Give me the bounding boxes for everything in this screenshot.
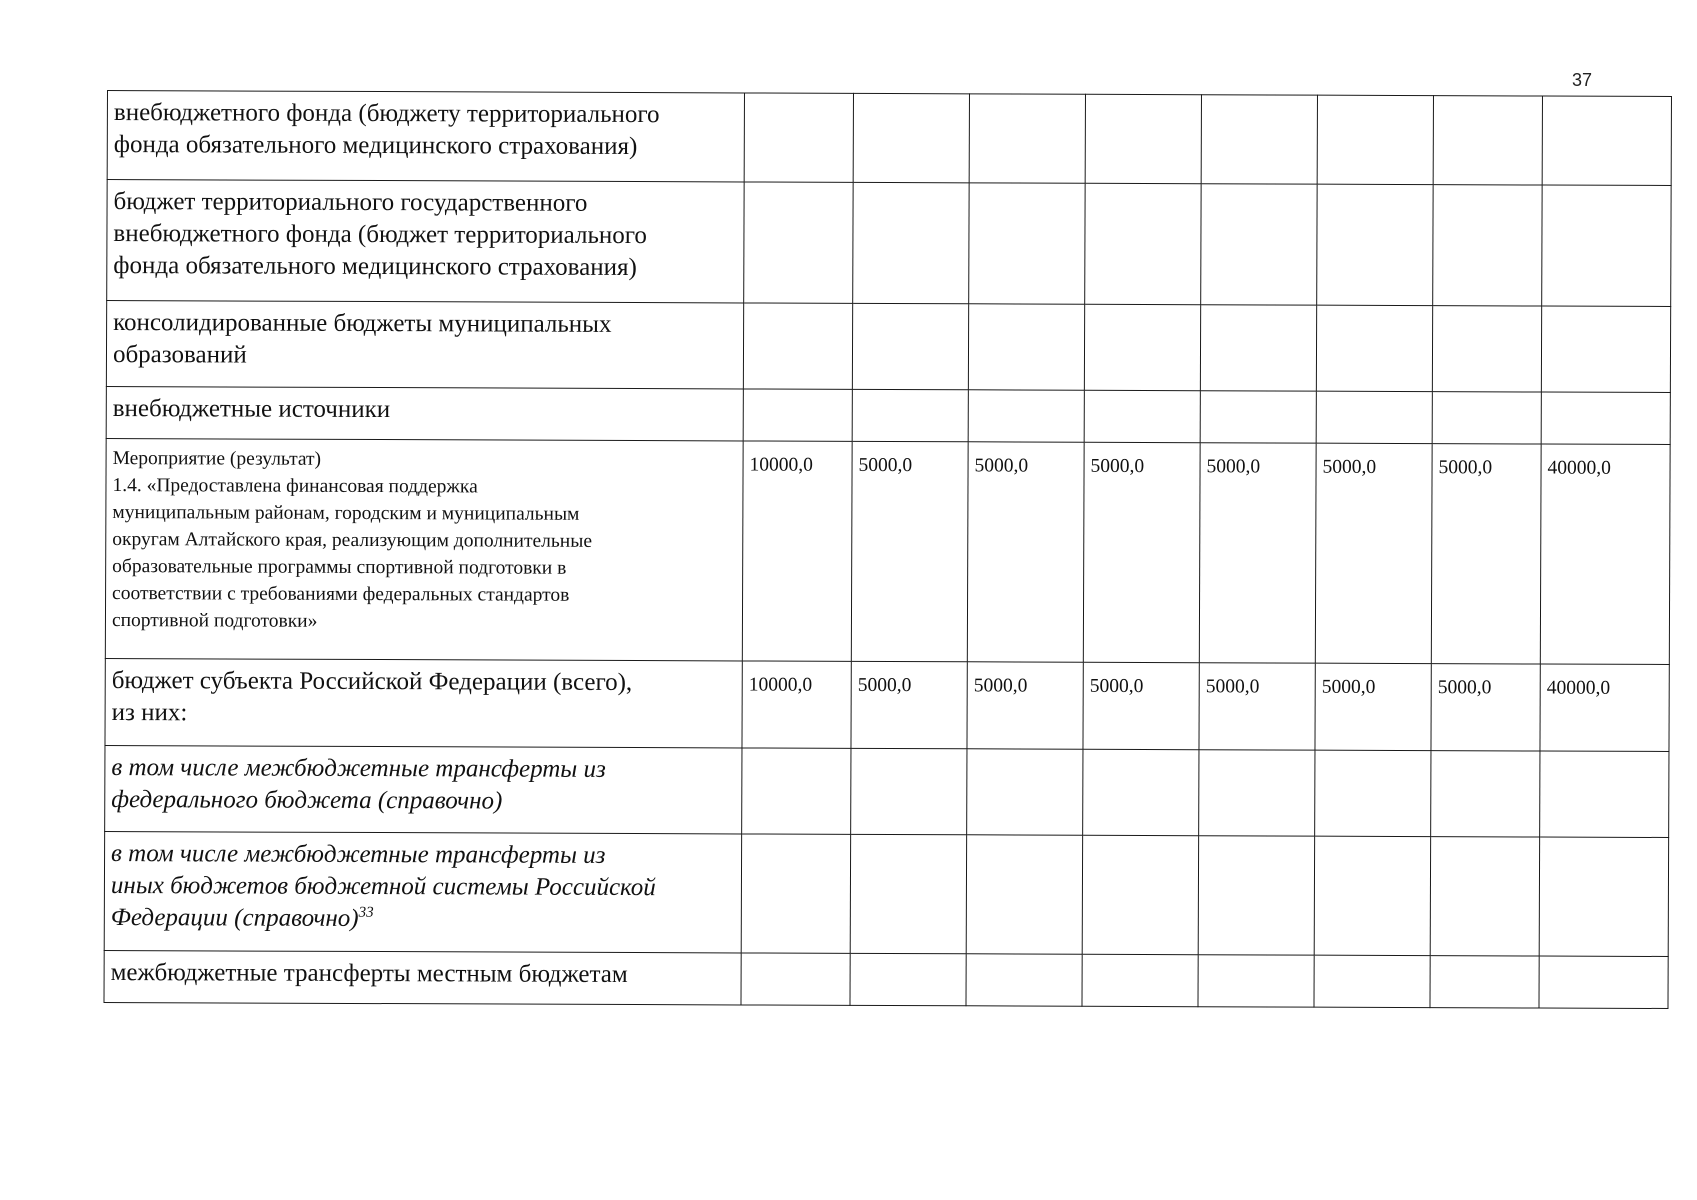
value-cell [1430, 837, 1539, 956]
value-cell [1314, 836, 1430, 955]
row-label-line: внебюджетного фонда (бюджет территориального [113, 220, 647, 250]
row-label-line: иных бюджетов бюджетной системы Российской [110, 872, 656, 902]
row-label-line [111, 902, 735, 936]
value-cell [1085, 183, 1201, 304]
value-cell [968, 390, 1084, 442]
value-cell [1432, 306, 1541, 392]
table-row [106, 386, 1670, 444]
row-label-line: бюджет территориального государственного [113, 188, 588, 217]
value-cell: 5000,0 [1431, 664, 1540, 751]
value-cell [743, 303, 852, 389]
value-cell [1432, 392, 1541, 444]
value-cell [1430, 956, 1539, 1008]
value-cell [853, 182, 969, 303]
row-label-line: федерального бюджета (справочно) [111, 786, 503, 815]
value-cell [744, 93, 853, 182]
value-cell [1082, 835, 1198, 954]
value-cell: 10000,0 [742, 661, 851, 748]
value-cell: 5000,0 [1199, 663, 1315, 750]
value-cell [969, 183, 1085, 304]
value-cell [1085, 94, 1201, 183]
row-label [105, 745, 742, 833]
value-cell: 5000,0 [1315, 663, 1431, 750]
row-label-line: в том числе межбюджетные трансферты из [111, 754, 606, 783]
value-cell: 5000,0 [1199, 443, 1316, 663]
value-cell [851, 748, 967, 834]
row-label-line: фонда обязательного медицинского страхования) [113, 131, 638, 161]
row-label-line: межбюджетные трансферты местным бюджетам [110, 959, 628, 989]
row-label [105, 438, 743, 660]
table-row [104, 831, 1668, 956]
value-cell [852, 303, 968, 389]
value-cell [741, 953, 850, 1005]
value-cell [741, 834, 850, 953]
row-label-line: спортивной подготовки» [111, 610, 318, 632]
row-label-line: фонда обязательного медицинского страхования) [113, 252, 637, 282]
value-cell [1200, 391, 1316, 443]
row-label-line: образований [112, 341, 247, 369]
table-row [105, 745, 1669, 837]
value-cell [1201, 184, 1317, 305]
value-cell [1433, 185, 1542, 306]
value-cell [966, 835, 1082, 954]
table-row [106, 301, 1670, 393]
value-cell [1317, 95, 1433, 184]
row-label [107, 91, 744, 182]
value-cell [1201, 95, 1317, 184]
row-label-line: из них: [111, 699, 188, 727]
value-cell [968, 304, 1084, 390]
value-cell [1541, 306, 1670, 392]
value-cell [1084, 304, 1200, 390]
value-cell [1083, 749, 1199, 835]
value-cell [966, 954, 1082, 1006]
row-label-line: 1.4. «Предоставлена финансовая поддержка [112, 475, 478, 498]
value-cell: 5000,0 [967, 662, 1083, 749]
value-cell [1542, 96, 1671, 185]
value-cell [744, 182, 853, 303]
row-label [106, 301, 743, 389]
value-cell: 5000,0 [851, 661, 967, 748]
value-cell [1542, 185, 1671, 306]
value-cell [1082, 954, 1198, 1006]
table-row [107, 91, 1671, 186]
value-cell [742, 748, 851, 834]
value-cell [1540, 751, 1669, 837]
value-cell: 10000,0 [742, 441, 852, 661]
row-label-line: внебюджетного фонда (бюджету территориального [113, 99, 660, 129]
page-number: 37 [1572, 70, 1593, 90]
row-label-text: Федерации (справочно) [110, 904, 359, 932]
value-cell [1433, 96, 1542, 185]
row-label [107, 180, 744, 303]
value-cell [1539, 837, 1668, 956]
value-cell [1539, 956, 1668, 1008]
row-label [105, 658, 742, 747]
row-label [106, 386, 743, 440]
value-cell [852, 389, 968, 441]
footnote-marker: 33 [358, 904, 374, 921]
value-cell [1199, 750, 1315, 836]
budget-table [103, 90, 1671, 1009]
value-cell [850, 834, 966, 953]
value-cell [1198, 955, 1314, 1007]
value-cell [1198, 836, 1314, 955]
value-cell [1317, 184, 1433, 305]
row-label-line: консолидированные бюджеты муниципальных [113, 309, 612, 338]
value-cell [1084, 390, 1200, 442]
value-cell: 5000,0 [851, 441, 968, 661]
table-row [105, 658, 1669, 751]
row-label-line: округам Алтайского края, реализующим дополнительные [112, 529, 593, 552]
value-cell [1431, 751, 1540, 837]
value-cell: 5000,0 [1315, 443, 1432, 663]
row-label-line: Мероприятие (результат) [112, 448, 322, 470]
value-cell [850, 953, 966, 1005]
value-cell: 5000,0 [1083, 442, 1200, 662]
value-cell [969, 94, 1085, 183]
row-label-line: образовательные программы спортивной подготовки в [112, 556, 567, 579]
value-cell: 5000,0 [1083, 662, 1199, 749]
row-label [104, 831, 741, 952]
value-cell [743, 389, 852, 441]
table-row [105, 438, 1670, 664]
row-label-line: внебюджетные источники [112, 395, 391, 424]
row-label-line: бюджет субъекта Российской Федерации (всего), [111, 667, 633, 697]
row-label-line: муниципальным районам, городским и муниципальным [112, 502, 580, 525]
value-cell [1314, 955, 1430, 1007]
value-cell: 40000,0 [1540, 444, 1670, 664]
value-cell: 5000,0 [967, 442, 1084, 662]
value-cell [853, 93, 969, 182]
value-cell [967, 749, 1083, 835]
row-label-line: в том числе межбюджетные трансферты из [111, 840, 606, 869]
row-label [104, 950, 741, 1004]
value-cell [1315, 750, 1431, 836]
table-row [107, 180, 1671, 307]
value-cell [1316, 305, 1432, 391]
value-cell [1541, 392, 1670, 444]
table-row [104, 950, 1668, 1008]
value-cell [1200, 305, 1316, 391]
row-label-line: соответствии с требованиями федеральных стандартов [112, 583, 570, 606]
value-cell: 5000,0 [1431, 444, 1541, 664]
value-cell [1316, 391, 1432, 443]
value-cell: 40000,0 [1540, 664, 1669, 751]
